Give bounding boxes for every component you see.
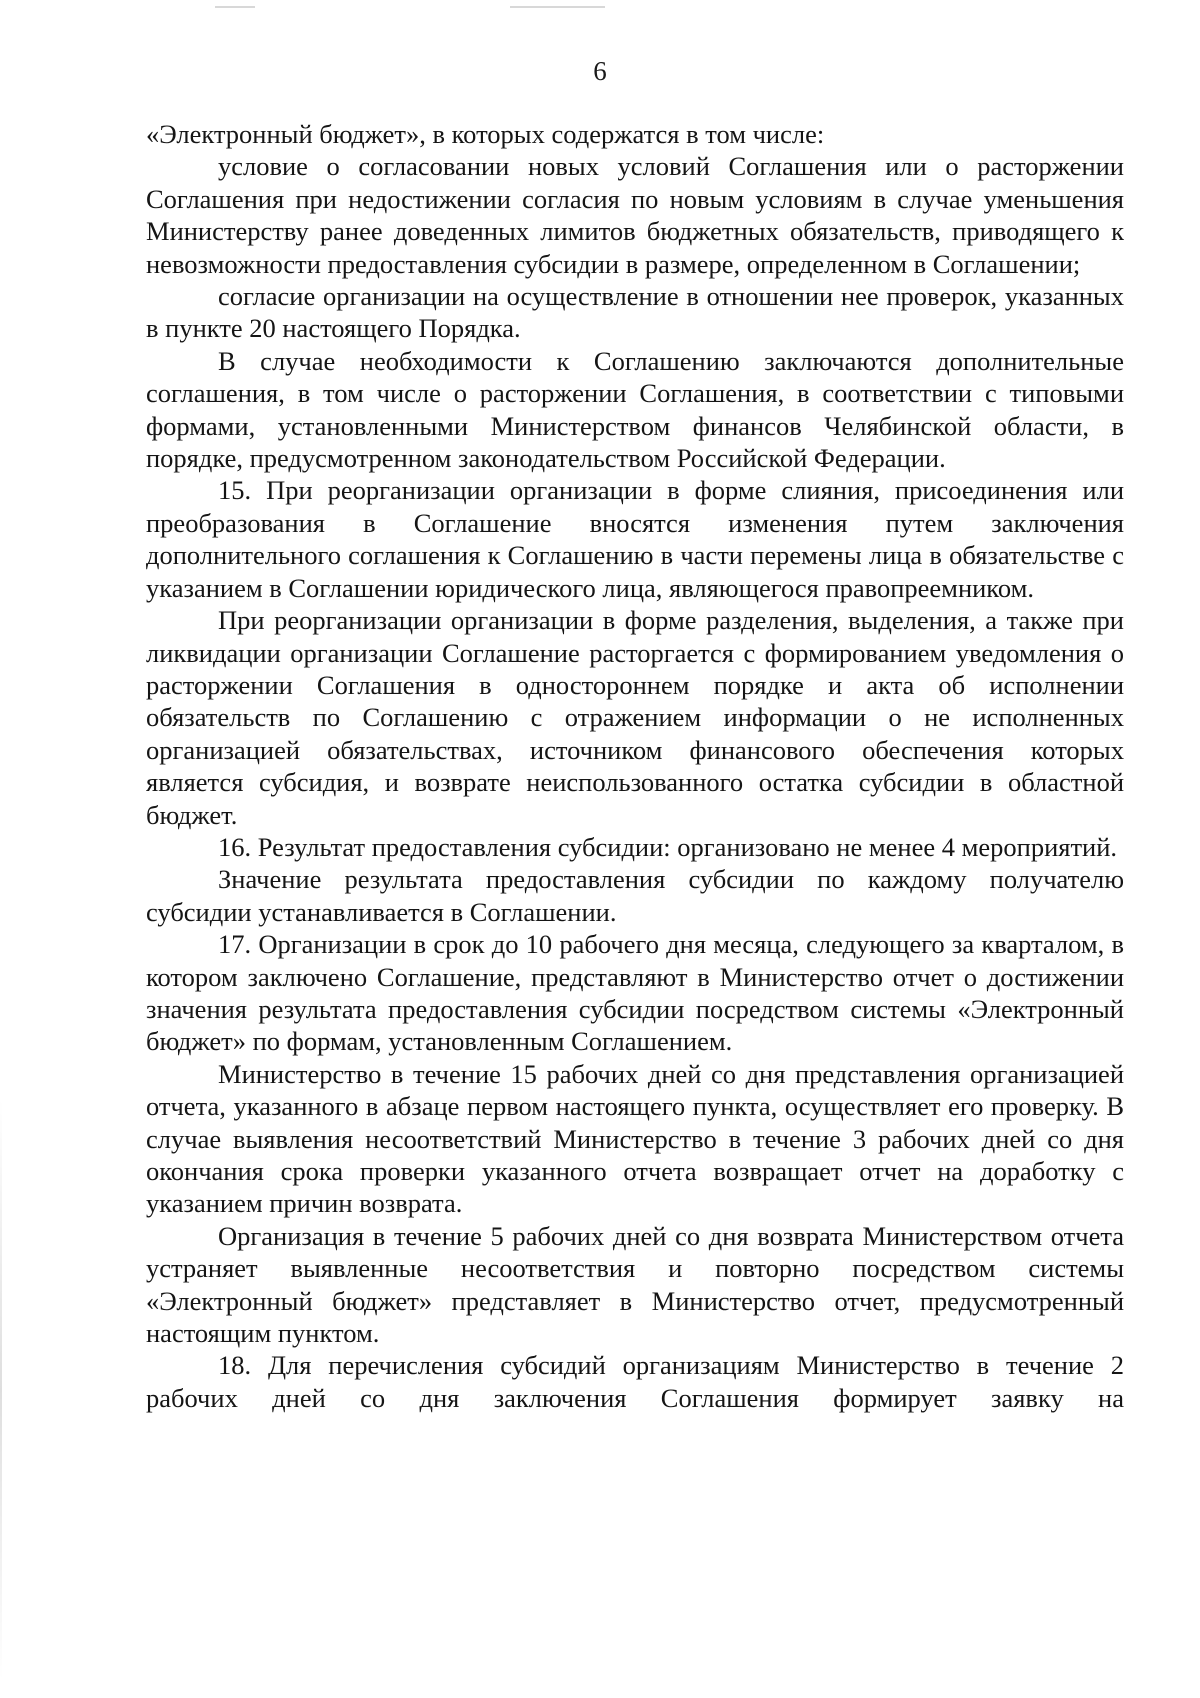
paragraph: 17. Организации в срок до 10 рабочего дня месяца, следующего за кварталом, в котором заключено Соглашение, представляют в Министерство отчет о достижении значения результата предоставления субсидии посредством системы «Электронный бюджет» по формам, установленным Соглашением. — [146, 929, 1124, 1057]
paragraph: Организация в течение 5 рабочих дней со дня возврата Министерством отчета устраняет выявленные несоответствия и повторно посредством системы «Электронный бюджет» представляет в Министерство отчет, предусмотренный настоящим пунктом. — [146, 1220, 1124, 1349]
paragraph: 18. Для перечисления субсидий организациям Министерство в течение 2 рабочих дней со дня заключения Соглашения формирует заявку на — [146, 1350, 1124, 1413]
paragraph: Значение результата предоставления субсидии по каждому получателю субсидии устанавливается в Соглашении. — [146, 864, 1124, 927]
scan-artifact — [215, 6, 255, 8]
paragraph: В случае необходимости к Соглашению заключаются дополнительные соглашения, в том числе о расторжении Соглашения, в соответствии с типовыми формами, установленными Министерством финансов Челябинской области, в порядке, предусмотренном законодательством Российской Федерации. — [146, 345, 1124, 474]
scan-artifact — [510, 6, 605, 8]
page-number: 6 — [593, 56, 607, 86]
paragraph: согласие организации на осуществление в отношении нее проверок, указанных в пункте 20 настоящего Порядка. — [146, 281, 1124, 344]
paragraph: 16. Результат предоставления субсидии: организовано не менее 4 мероприятий. — [218, 831, 1118, 862]
document-body — [146, 118, 1124, 1414]
paragraph: Министерство в течение 15 рабочих дней со дня представления организацией отчета, указанного в абзаце первом настоящего пункта, осуществляет его проверку. В случае выявления несоответствий Министерство в течение 3 рабочих дней со дня окончания срока проверки указанного отчета возвращает отчет на доработку с указанием причин возврата. — [146, 1058, 1124, 1219]
paragraph: «Электронный бюджет», в которых содержатся в том числе: — [146, 119, 825, 149]
paragraph: При реорганизации организации в форме разделения, выделения, а также при ликвидации организации Соглашение расторгается с формированием уведомления о расторжении Соглашения в одностороннем порядке и акта об исполнении обязательств по Соглашению с отражением информации о не исполненных организацией обязательствах, источником финансового обеспечения которых является субсидия, и возврате неиспользованного остатка субсидии в областной бюджет. — [146, 605, 1124, 830]
paragraph: условие о согласовании новых условий Соглашения или о расторжении Соглашения при недостижении согласия по новым условиям в случае уменьшения Министерству ранее доведенных лимитов бюджетных обязательств, приводящего к невозможности предоставления субсидии в размере, определенном в Соглашении; — [146, 151, 1124, 279]
paragraph: 15. При реорганизации организации в форме слияния, присоединения или преобразования в Соглашение вносятся изменения путем заключения дополнительного соглашения к Соглашению в части перемены лица в обязательстве с указанием в Соглашении юридического лица, являющегося правопреемником. — [146, 475, 1124, 603]
scan-edge — [0, 1100, 2, 1680]
